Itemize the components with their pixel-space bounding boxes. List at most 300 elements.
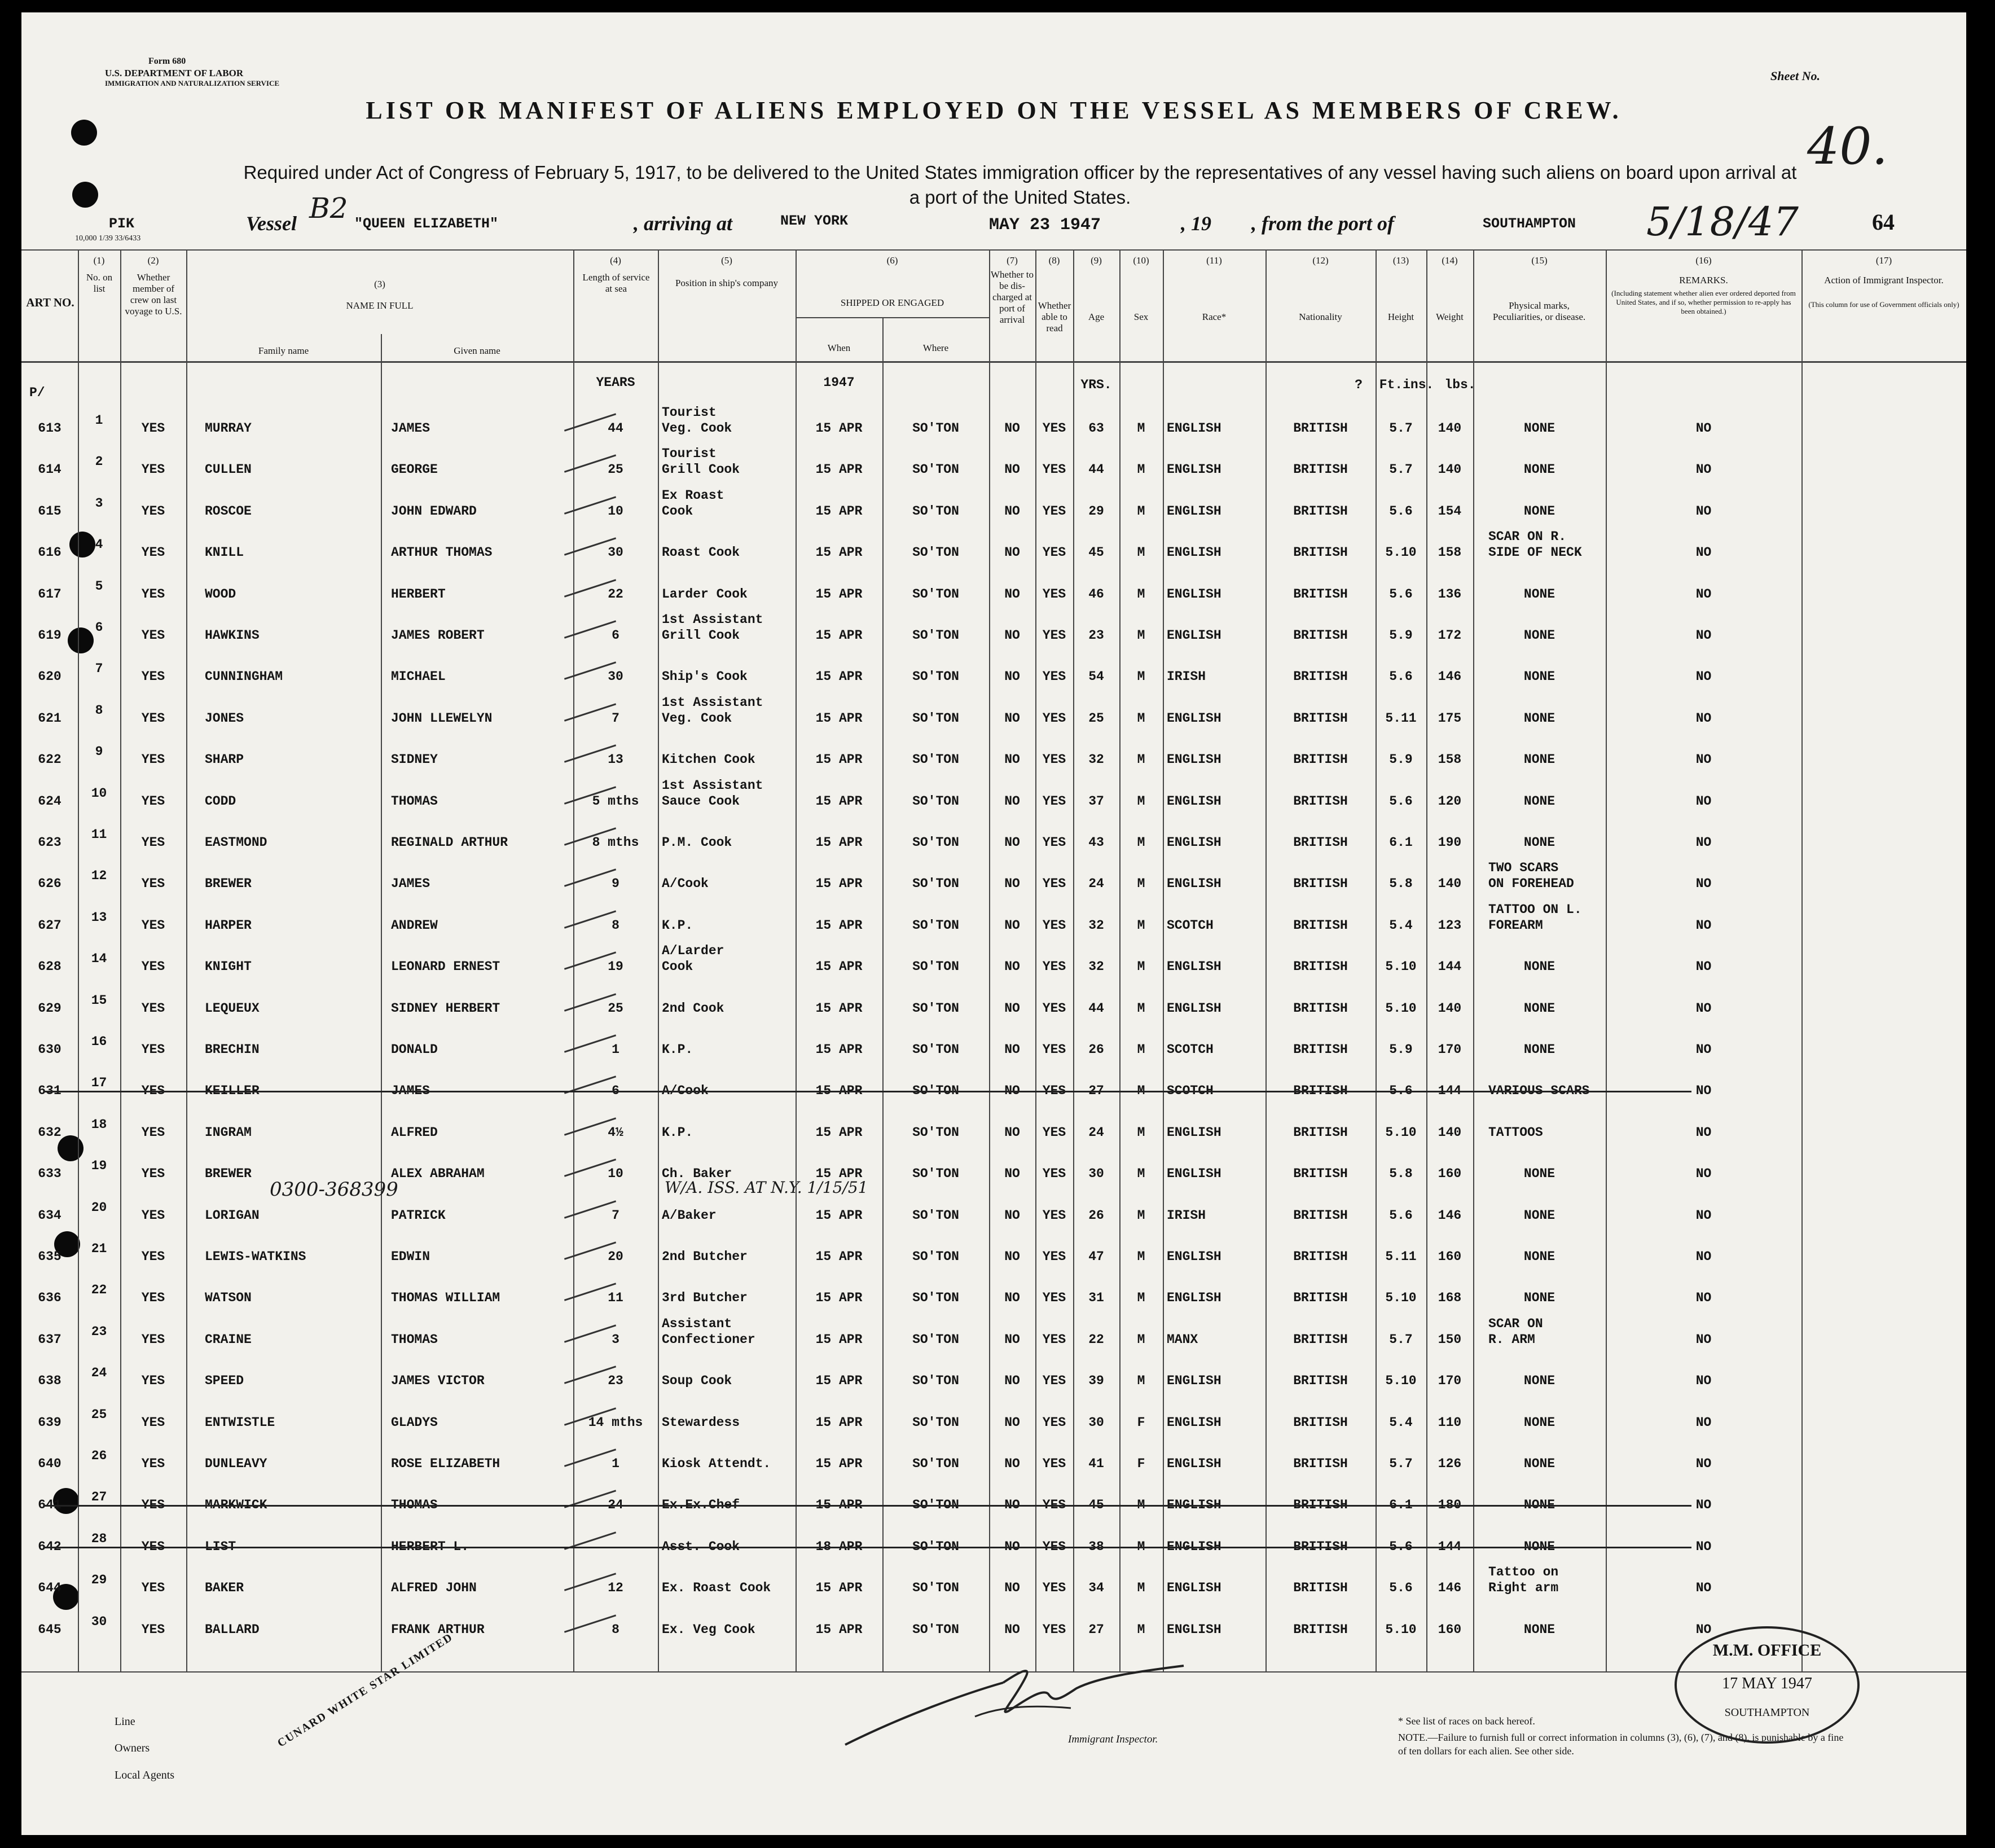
table-row: [21, 612, 1966, 653]
cell-remarks: NO: [1695, 1249, 1712, 1264]
cell-no: 9: [95, 744, 103, 760]
cell-weight: 144: [1438, 959, 1462, 975]
cell-discharged: NO: [1004, 793, 1020, 809]
cell-remarks: NO: [1695, 1042, 1712, 1057]
cell-physical-marks: NONE: [1523, 503, 1555, 519]
cell-race: IRISH: [1167, 1208, 1206, 1223]
cell-member: YES: [141, 1083, 165, 1099]
cell-race: ENGLISH: [1167, 710, 1221, 726]
cell-nationality: BRITISH: [1293, 1581, 1348, 1596]
cell-art: 615: [38, 503, 61, 519]
header-age: Age: [1088, 311, 1105, 322]
cell-age: 38: [1088, 1539, 1104, 1554]
stamp-bottom: SOUTHAMPTON: [1724, 1706, 1810, 1719]
cell-race: ENGLISH: [1167, 1581, 1221, 1596]
cell-discharged: NO: [1004, 918, 1020, 933]
cell-family: MARKWICK: [205, 1498, 267, 1513]
cell-art: 638: [38, 1373, 61, 1389]
cell-discharged: NO: [1004, 1208, 1020, 1223]
cell-physical-marks: NONE: [1523, 1373, 1555, 1389]
table-row: [21, 653, 1966, 694]
cell-race: ENGLISH: [1167, 503, 1221, 519]
cell-nationality: BRITISH: [1293, 1332, 1348, 1347]
cell-remarks: NO: [1695, 462, 1712, 477]
cell-nationality: BRITISH: [1293, 1456, 1348, 1471]
cell-family: WATSON: [205, 1290, 252, 1306]
cell-given: HERBERT L.: [391, 1539, 469, 1554]
cell-weight: 160: [1438, 1249, 1462, 1264]
cell-no: 12: [91, 868, 107, 884]
cell-position: K.P.: [662, 1042, 693, 1057]
arrival-date-stamp: MAY 23 1947: [989, 216, 1101, 235]
cell-member: YES: [141, 1125, 165, 1140]
cell-physical-marks: NONE: [1523, 1456, 1555, 1471]
cell-art: 633: [38, 1166, 61, 1182]
header-able-to-read: Whether able to read: [1038, 300, 1071, 333]
cell-remarks: NO: [1695, 1456, 1712, 1471]
cell-age: 41: [1088, 1456, 1104, 1471]
cell-when: 15 APR: [815, 959, 863, 975]
cell-where: SO'TON: [912, 1000, 959, 1016]
cell-sex: M: [1137, 1581, 1145, 1596]
cell-given: ARTHUR THOMAS: [391, 545, 493, 560]
cell-race: ENGLISH: [1167, 545, 1221, 560]
col-num: (10): [1133, 255, 1149, 266]
cell-nationality: BRITISH: [1293, 1290, 1348, 1306]
cell-read: YES: [1042, 1415, 1066, 1430]
cell-race: ENGLISH: [1167, 793, 1221, 809]
cell-where: SO'TON: [912, 876, 959, 892]
cell-sex: F: [1137, 1456, 1145, 1471]
cell-weight: 140: [1438, 876, 1462, 892]
races-note: * See list of races on back hereof.: [1398, 1715, 1535, 1727]
cell-family: BREWER: [205, 876, 252, 892]
cell-family: BRECHIN: [205, 1042, 260, 1057]
manifest-table: [21, 249, 1966, 1671]
cell-sex: M: [1137, 1083, 1145, 1099]
cell-sex: M: [1137, 628, 1145, 643]
cell-position: Cook: [662, 959, 693, 975]
cell-nationality: BRITISH: [1293, 1498, 1348, 1513]
cell-when: 15 APR: [815, 1208, 863, 1223]
cell-read: YES: [1042, 1208, 1066, 1223]
cell-position: Veg. Cook: [662, 710, 732, 726]
cell-when: 15 APR: [815, 1249, 863, 1264]
stamp-top: M.M. OFFICE: [1712, 1641, 1822, 1660]
cell-physical-marks: NONE: [1523, 421, 1555, 436]
cell-member: YES: [141, 628, 165, 643]
cell-discharged: NO: [1004, 669, 1020, 684]
cell-when: 15 APR: [815, 1456, 863, 1471]
cell-remarks: NO: [1695, 752, 1712, 767]
cell-discharged: NO: [1004, 1415, 1020, 1430]
cell-discharged: NO: [1004, 959, 1020, 975]
cell-when: 15 APR: [815, 669, 863, 684]
table-row: [21, 1109, 1966, 1150]
cell-where: SO'TON: [912, 1415, 959, 1430]
cell-member: YES: [141, 421, 165, 436]
cell-no: 24: [91, 1366, 107, 1381]
cell-given: SIDNEY HERBERT: [391, 1000, 500, 1016]
cell-race: ENGLISH: [1167, 1125, 1221, 1140]
cell-age: 31: [1088, 1290, 1104, 1306]
cell-discharged: NO: [1004, 1498, 1020, 1513]
cell-weight: 144: [1438, 1539, 1462, 1554]
cell-member: YES: [141, 1166, 165, 1182]
cell-sex: F: [1137, 1415, 1145, 1430]
stamp-date: 17 MAY 1947: [1722, 1675, 1812, 1692]
col-num: (9): [1091, 255, 1102, 266]
cell-given: SIDNEY: [391, 752, 438, 767]
cell-age: 44: [1088, 462, 1104, 477]
cell-age: 25: [1088, 710, 1104, 726]
cell-remarks: NO: [1695, 1290, 1712, 1306]
cell-where: SO'TON: [912, 1456, 959, 1471]
cell-sex: M: [1137, 1498, 1145, 1513]
cell-physical-marks: Right arm: [1488, 1581, 1559, 1596]
cell-art: 640: [38, 1456, 61, 1471]
vessel-label: Vessel: [246, 212, 297, 235]
cell-physical-marks: TWO SCARS: [1488, 861, 1559, 876]
cell-where: SO'TON: [912, 462, 959, 477]
cell-weight: 140: [1438, 462, 1462, 477]
cell-read: YES: [1042, 1581, 1066, 1596]
cell-nationality: BRITISH: [1293, 1622, 1348, 1637]
cell-age: 32: [1088, 752, 1104, 767]
cell-service: 23: [608, 1373, 623, 1389]
cell-discharged: NO: [1004, 1125, 1020, 1140]
table-row: [21, 1274, 1966, 1315]
cell-position: Ex Roast: [662, 488, 724, 503]
header-when: When: [827, 343, 851, 353]
cell-art: 622: [38, 752, 61, 767]
race-unit: ?: [1355, 377, 1363, 392]
cell-no: 3: [95, 495, 103, 511]
cell-when: 15 APR: [815, 1332, 863, 1347]
cell-given: JAMES VICTOR: [391, 1373, 485, 1389]
cell-position: Assistant: [662, 1316, 732, 1331]
cell-where: SO'TON: [912, 1083, 959, 1099]
departure-port: SOUTHAMPTON: [1483, 216, 1576, 232]
cell-weight: 158: [1438, 545, 1462, 560]
cell-race: ENGLISH: [1167, 1539, 1221, 1554]
handwritten-note: 0300-368399: [270, 1178, 398, 1201]
cell-race: ENGLISH: [1167, 462, 1221, 477]
header-nationality: Nationality: [1299, 311, 1342, 322]
cell-when: 15 APR: [815, 1000, 863, 1016]
cell-when: 15 APR: [815, 1290, 863, 1306]
cell-family: SHARP: [205, 752, 244, 767]
cell-height: 5.10: [1385, 1125, 1417, 1140]
cell-race: ENGLISH: [1167, 1622, 1221, 1637]
cell-nationality: BRITISH: [1293, 1125, 1348, 1140]
cell-height: 5.7: [1389, 421, 1413, 436]
cell-age: 32: [1088, 918, 1104, 933]
cell-remarks: NO: [1695, 1539, 1712, 1554]
cell-remarks: NO: [1695, 628, 1712, 643]
table-border-top: [21, 249, 1966, 251]
cell-read: YES: [1042, 918, 1066, 933]
table-row: [21, 695, 1966, 736]
cell-position: 1st Assistant: [662, 695, 763, 710]
cell-height: 5.6: [1389, 503, 1413, 519]
cell-given: JOHN EDWARD: [391, 503, 477, 519]
col-num: (14): [1442, 255, 1458, 266]
cell-age: 30: [1088, 1166, 1104, 1182]
cell-sex: M: [1137, 1042, 1145, 1057]
cell-age: 34: [1088, 1581, 1104, 1596]
table-row: [21, 819, 1966, 860]
table-row: [21, 736, 1966, 777]
service-unit: YEARS: [596, 375, 635, 390]
cell-service: 20: [608, 1249, 623, 1264]
cell-height: 5.10: [1385, 959, 1417, 975]
cell-weight: 160: [1438, 1622, 1462, 1637]
cell-read: YES: [1042, 545, 1066, 560]
cell-no: 23: [91, 1324, 107, 1339]
cell-read: YES: [1042, 421, 1066, 436]
table-row: [21, 570, 1966, 612]
col-num: (2): [147, 255, 159, 266]
cell-art: 634: [38, 1208, 61, 1223]
cell-height: 5.6: [1389, 793, 1413, 809]
cell-position: K.P.: [662, 918, 693, 933]
header-no-on-list: No. on list: [86, 272, 113, 294]
weight-unit: lbs.: [1444, 377, 1476, 392]
cell-family: CULLEN: [205, 462, 252, 477]
cell-nationality: BRITISH: [1293, 1373, 1348, 1389]
cell-no: 22: [91, 1283, 107, 1298]
cell-given: THOMAS WILLIAM: [391, 1290, 500, 1306]
cell-weight: 154: [1438, 503, 1462, 519]
cell-age: 32: [1088, 959, 1104, 975]
header-physical-marks: Physical marks, Peculiarities, or disease.: [1492, 300, 1586, 322]
cell-sex: M: [1137, 1290, 1145, 1306]
cell-read: YES: [1042, 1456, 1066, 1471]
cell-height: 5.4: [1389, 918, 1413, 933]
cell-read: YES: [1042, 669, 1066, 684]
office-stamp: [1675, 1626, 1860, 1744]
cell-when: 15 APR: [815, 503, 863, 519]
cell-family: HAWKINS: [205, 628, 260, 643]
cell-read: YES: [1042, 710, 1066, 726]
cell-weight: 146: [1438, 1581, 1462, 1596]
cell-given: ALFRED: [391, 1125, 438, 1140]
cell-member: YES: [141, 545, 165, 560]
cell-given: JOHN LLEWELYN: [391, 710, 493, 726]
cell-read: YES: [1042, 1166, 1066, 1182]
cell-remarks: NO: [1695, 1083, 1712, 1099]
col-num: (3): [374, 279, 385, 289]
cell-remarks: NO: [1695, 793, 1712, 809]
cell-no: 20: [91, 1200, 107, 1215]
cell-sex: M: [1137, 710, 1145, 726]
cell-family: JONES: [205, 710, 244, 726]
cell-family: BAKER: [205, 1581, 244, 1596]
cell-where: SO'TON: [912, 1166, 959, 1182]
cell-art: 624: [38, 793, 61, 809]
cell-age: 29: [1088, 503, 1104, 519]
cell-age: 27: [1088, 1083, 1104, 1099]
cell-height: 5.7: [1389, 462, 1413, 477]
cell-read: YES: [1042, 1539, 1066, 1554]
cell-position: 2nd Butcher: [662, 1249, 748, 1264]
cell-sex: M: [1137, 545, 1145, 560]
cell-remarks: NO: [1695, 669, 1712, 684]
cell-service: 4½: [608, 1125, 623, 1140]
cell-age: 46: [1088, 586, 1104, 602]
cell-position: A/Larder: [662, 943, 724, 959]
cell-service: 44: [608, 421, 623, 436]
vessel-mark: B2: [309, 192, 348, 225]
cell-height: 5.8: [1389, 1166, 1413, 1182]
cell-weight: 168: [1438, 1290, 1462, 1306]
cell-family: ROSCOE: [205, 503, 252, 519]
cell-weight: 160: [1438, 1166, 1462, 1182]
cell-when: 15 APR: [815, 752, 863, 767]
cell-given: ALEX ABRAHAM: [391, 1166, 485, 1182]
cell-physical-marks: SCAR ON: [1488, 1316, 1543, 1331]
cell-nationality: BRITISH: [1293, 628, 1348, 643]
form-subtitle: Required under Act of Congress of February 5, 1917, to be delivered to the United States immigration officer by the representatives of any vessel having such aliens on board upon arrival at a port of the United States.: [243, 162, 1797, 208]
cell-sex: M: [1137, 1166, 1145, 1182]
col-num: (5): [721, 255, 732, 266]
service-name: IMMIGRATION AND NATURALIZATION SERVICE: [105, 79, 280, 87]
header-action: Action of Immigrant Inspector.: [1824, 275, 1944, 286]
table-header-divider: [21, 361, 1966, 363]
cell-service: 10: [608, 1166, 623, 1182]
cell-family: LIST: [205, 1539, 236, 1554]
cell-art: 626: [38, 876, 61, 892]
header-family-name: Family name: [258, 345, 309, 356]
table-row: [21, 1564, 1966, 1605]
cell-weight: 158: [1438, 752, 1462, 767]
cell-where: SO'TON: [912, 959, 959, 975]
cell-physical-marks: TATTOO ON L.: [1488, 902, 1582, 917]
cell-weight: 150: [1438, 1332, 1462, 1347]
cell-height: 6.1: [1389, 1498, 1413, 1513]
cell-discharged: NO: [1004, 835, 1020, 850]
cell-nationality: BRITISH: [1293, 545, 1348, 560]
cell-where: SO'TON: [912, 628, 959, 643]
cell-remarks: NO: [1695, 503, 1712, 519]
cell-sex: M: [1137, 1249, 1145, 1264]
cell-position: P.M. Cook: [662, 835, 732, 850]
table-row: [21, 985, 1966, 1026]
cell-sex: M: [1137, 835, 1145, 850]
cell-art: 635: [38, 1249, 61, 1264]
cell-age: 23: [1088, 628, 1104, 643]
cell-given: GEORGE: [391, 462, 438, 477]
header-where: Where: [922, 343, 949, 353]
penalty-note: NOTE.—Failure to furnish full or correct information in columns (3), (6), (7), and (8), is punishable by a fine of ten dollars for each alien. See other side.: [1398, 1732, 1844, 1757]
table-row: [21, 1192, 1966, 1233]
cell-service: 1: [612, 1042, 619, 1057]
cell-when: 15 APR: [815, 1622, 863, 1637]
cell-age: 39: [1088, 1373, 1104, 1389]
cell-service: 11: [608, 1290, 623, 1306]
cell-art: 641: [38, 1498, 61, 1513]
cell-given: PATRICK: [391, 1208, 446, 1223]
cell-no: 27: [91, 1490, 107, 1505]
cell-height: 5.10: [1385, 1000, 1417, 1016]
cell-sex: M: [1137, 462, 1145, 477]
cell-height: 5.7: [1389, 1456, 1413, 1471]
cell-service: 6: [612, 1083, 619, 1099]
cell-service: 3: [612, 1332, 619, 1347]
table-row: [21, 1233, 1966, 1274]
cell-family: HARPER: [205, 918, 252, 933]
cell-no: 25: [91, 1407, 107, 1422]
cell-sex: M: [1137, 1373, 1145, 1389]
cell-art: 632: [38, 1125, 61, 1140]
cell-member: YES: [141, 1373, 165, 1389]
cell-member: YES: [141, 1622, 165, 1637]
sheet-number: 40.: [1807, 117, 1888, 176]
header-weight: Weight: [1436, 311, 1464, 322]
cell-nationality: BRITISH: [1293, 421, 1348, 436]
cell-age: 22: [1088, 1332, 1104, 1347]
cell-physical-marks: VARIOUS SCARS: [1488, 1083, 1590, 1099]
cell-discharged: NO: [1004, 1581, 1020, 1596]
cell-where: SO'TON: [912, 918, 959, 933]
cell-member: YES: [141, 1456, 165, 1471]
cell-member: YES: [141, 1290, 165, 1306]
header-shipped-or-engaged: SHIPPED OR ENGAGED: [840, 297, 944, 308]
cell-physical-marks: SCAR ON R.: [1488, 529, 1567, 545]
cell-remarks: NO: [1695, 1166, 1712, 1182]
cell-family: MURRAY: [205, 421, 252, 436]
cell-height: 5.4: [1389, 1415, 1413, 1430]
cell-remarks: NO: [1695, 1415, 1712, 1430]
cell-service: 25: [608, 462, 623, 477]
cell-race: ENGLISH: [1167, 1000, 1221, 1016]
cell-no: 11: [91, 827, 107, 842]
cell-member: YES: [141, 669, 165, 684]
cell-physical-marks: NONE: [1523, 752, 1555, 767]
cell-weight: 123: [1438, 918, 1462, 933]
col-num: (6): [886, 255, 898, 266]
cell-where: SO'TON: [912, 545, 959, 560]
cell-family: SPEED: [205, 1373, 244, 1389]
cell-race: ENGLISH: [1167, 1166, 1221, 1182]
strike-through-line: [44, 1547, 1691, 1548]
cell-read: YES: [1042, 1083, 1066, 1099]
cell-when: 15 APR: [815, 793, 863, 809]
cell-read: YES: [1042, 628, 1066, 643]
cell-no: 18: [91, 1117, 107, 1132]
cell-discharged: NO: [1004, 1622, 1020, 1637]
cell-given: THOMAS: [391, 793, 438, 809]
cell-where: SO'TON: [912, 752, 959, 767]
cell-art: 639: [38, 1415, 61, 1430]
cell-weight: 190: [1438, 835, 1462, 850]
cell-no: 19: [91, 1158, 107, 1174]
cell-discharged: NO: [1004, 586, 1020, 602]
cell-when: 15 APR: [815, 918, 863, 933]
cell-nationality: BRITISH: [1293, 959, 1348, 975]
cell-given: REGINALD ARTHUR: [391, 835, 508, 850]
table-row: [21, 446, 1966, 487]
cell-discharged: NO: [1004, 421, 1020, 436]
table-row: [21, 943, 1966, 984]
cell-height: 5.6: [1389, 669, 1413, 684]
col-num: (1): [93, 255, 105, 266]
cell-position: Larder Cook: [662, 586, 748, 602]
cell-where: SO'TON: [912, 503, 959, 519]
cell-service: 30: [608, 545, 623, 560]
cell-remarks: NO: [1695, 1498, 1712, 1513]
